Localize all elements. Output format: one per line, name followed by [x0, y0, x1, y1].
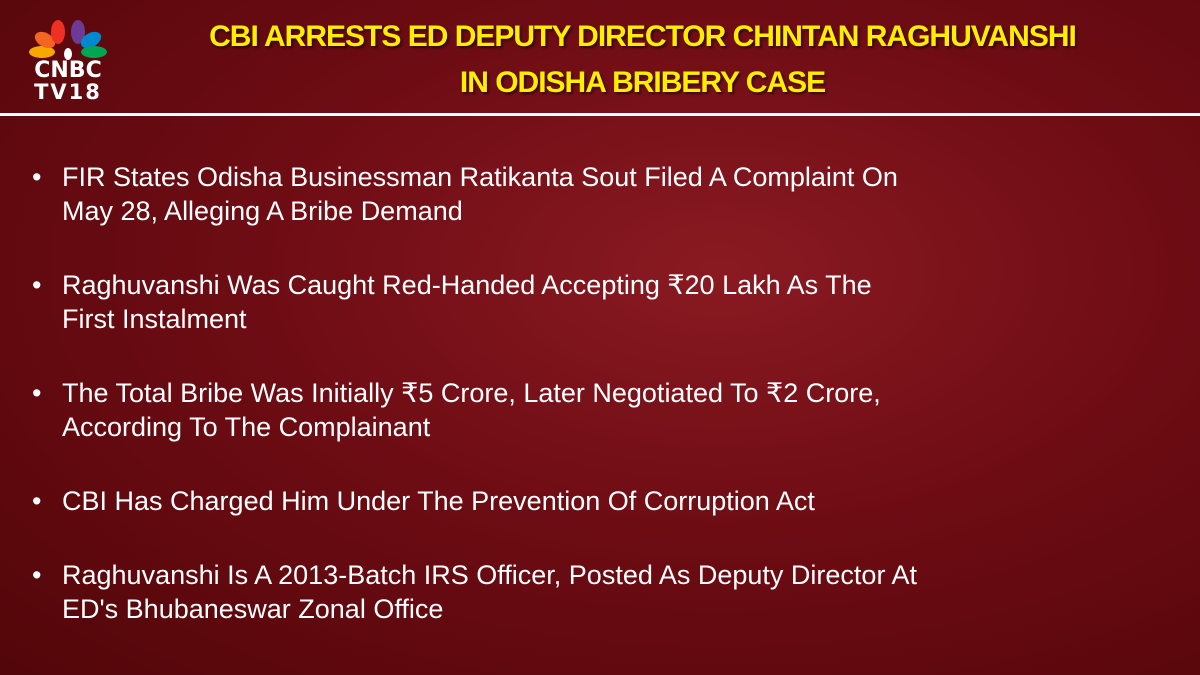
peacock-icon [28, 18, 108, 60]
headline-line1: CBI ARRESTS ED DEPUTY DIRECTOR CHINTAN RAGHUVANSHI [209, 20, 1076, 53]
bullet-icon: • [32, 486, 42, 516]
cnbc-tv18-logo [28, 18, 108, 103]
brand-name: CNBC [34, 58, 102, 83]
bullet-item: • FIR States Odisha Businessman Ratikanta Sout Filed A Complaint On May 28, Alleging A Bribe Demand [32, 162, 898, 226]
bullet-icon: • [32, 378, 42, 408]
bullet-icon: • [32, 162, 42, 192]
header-divider [0, 113, 1200, 116]
headline-line2: IN ODISHA BRIBERY CASE [459, 66, 826, 99]
bullet-icon: • [32, 270, 42, 300]
bullet-item: • CBI Has Charged Him Under The Prevention Of Corruption Act [32, 486, 815, 516]
bullet-list [32, 160, 1172, 666]
bullet-icon: • [32, 560, 42, 590]
bullet-item: • Raghuvanshi Was Caught Red-Handed Accepting ₹20 Lakh As The First Instalment [32, 270, 872, 334]
bullet-item: • Raghuvanshi Is A 2013-Batch IRS Officer, Posted As Deputy Director At ED's Bhubaneswar Zonal Office [32, 560, 917, 624]
headline [125, 14, 1160, 106]
brand-sub: TV18 [34, 80, 102, 104]
bullet-item: • The Total Bribe Was Initially ₹5 Crore, Later Negotiated To ₹2 Crore, According To The Complainant [32, 378, 881, 442]
